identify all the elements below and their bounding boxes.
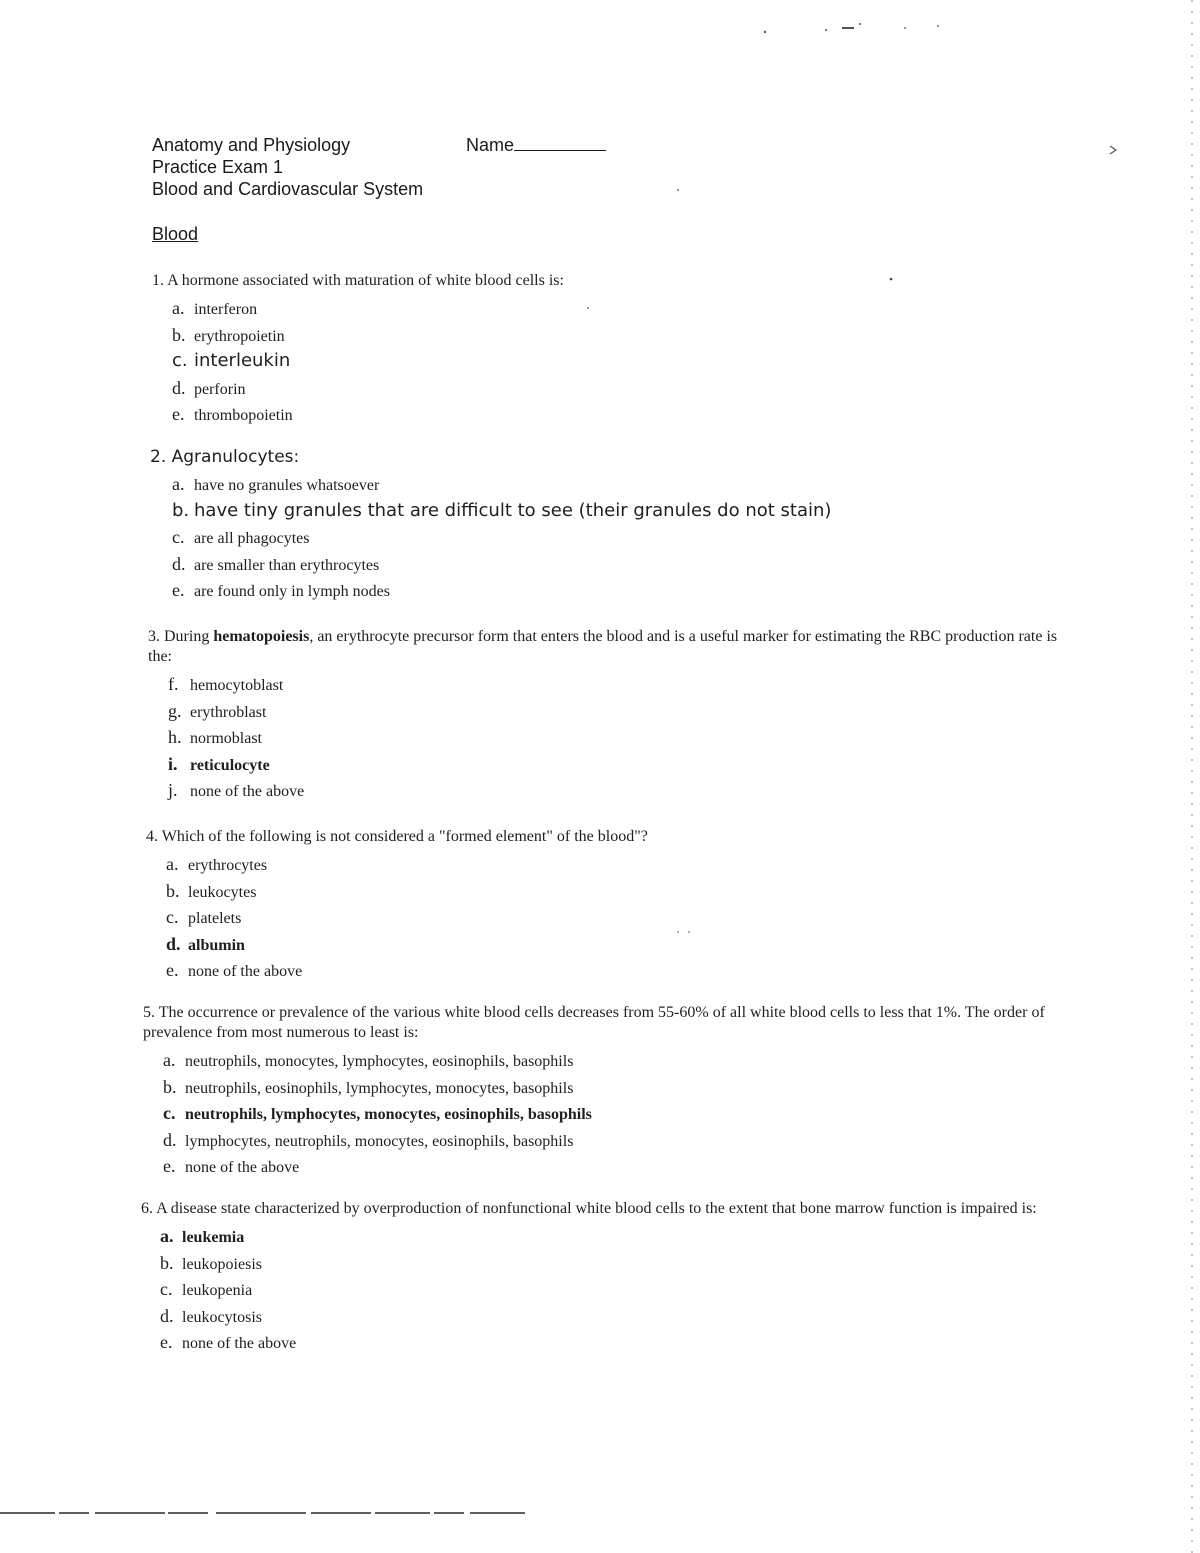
option-e: e. thrombopoietin xyxy=(172,404,293,424)
option-d: d. are smaller than erythrocytes xyxy=(172,553,380,574)
option-i: i. reticulocyte xyxy=(168,753,270,774)
option-d: d. albumin xyxy=(166,933,245,954)
option-d: d. perforin xyxy=(172,377,246,398)
question-4 xyxy=(146,827,1046,984)
scan-edge-noise xyxy=(1188,0,1196,1553)
name-blank-line[interactable] xyxy=(514,134,606,151)
option-h: h. normoblast xyxy=(168,727,262,747)
question-2 xyxy=(150,447,1050,604)
question-6 xyxy=(141,1199,1061,1356)
option-d: d. leukocytosis xyxy=(160,1305,262,1326)
question-5 xyxy=(143,1003,1053,1180)
option-e: e. none of the above xyxy=(163,1156,300,1176)
option-c: c. leukopenia xyxy=(160,1279,253,1299)
option-list xyxy=(148,671,1058,804)
option-list xyxy=(146,851,1046,984)
option-e: e. none of the above xyxy=(160,1332,297,1352)
question-stem: 6. A disease state characterized by overproduction of nonfunctional white blood cells to the extent that bone marrow function is impaired is: xyxy=(141,1200,1037,1217)
name-field[interactable] xyxy=(466,134,606,156)
question-3 xyxy=(148,627,1058,804)
question-1 xyxy=(152,271,1032,428)
exam-title: Practice Exam 1 xyxy=(152,157,284,177)
option-a: a. have no granules whatsoever xyxy=(172,474,380,494)
option-a: a. neutrophils, monocytes, lymphocytes, eosinophils, basophils xyxy=(163,1050,574,1070)
question-stem: 1. A hormone associated with maturation of white blood cells is: xyxy=(152,272,564,289)
option-f: f. hemocytoblast xyxy=(168,674,284,694)
option-list xyxy=(150,471,1050,604)
term-hematopoiesis: hematopoiesis xyxy=(213,628,310,645)
option-c: c. are all phagocytes xyxy=(172,527,310,547)
option-list xyxy=(152,295,1032,428)
option-b: b. have tiny granules that are difficult to see (their granules do not stain) xyxy=(172,499,832,521)
option-b: b. erythropoietin xyxy=(172,324,285,345)
question-stem: 4. Which of the following is not considered a "formed element" of the blood"? xyxy=(146,828,648,845)
option-c: c. platelets xyxy=(166,907,242,927)
option-c: c. neutrophils, lymphocytes, monocytes, eosinophils, basophils xyxy=(163,1103,592,1123)
option-b: b. leukopoiesis xyxy=(160,1252,262,1273)
option-b: b. neutrophils, eosinophils, lymphocytes, monocytes, basophils xyxy=(163,1076,574,1097)
course-title: Anatomy and Physiology xyxy=(152,135,351,155)
question-stem: 5. The occurrence or prevalence of the various white blood cells decreases from 55-60% of all white blood cells to less that 1%. The order of prevalence from most numerous to least is: xyxy=(143,1004,1045,1041)
section-title: Blood xyxy=(152,224,199,244)
name-label: Name xyxy=(466,135,515,155)
option-a: a. leukemia xyxy=(160,1226,245,1246)
exam-header xyxy=(152,134,423,200)
question-stem: 2. Agranulocytes: xyxy=(150,447,300,467)
option-e: e. are found only in lymph nodes xyxy=(172,580,390,600)
option-c: c. interleukin xyxy=(172,350,291,371)
option-b: b. leukocytes xyxy=(166,880,257,901)
option-d: d. lymphocytes, neutrophils, monocytes, eosinophils, basophils xyxy=(163,1129,574,1150)
option-g: g. erythroblast xyxy=(168,700,267,721)
option-list xyxy=(141,1223,1061,1356)
option-a: a. erythrocytes xyxy=(166,854,268,874)
exam-topic: Blood and Cardiovascular System xyxy=(152,179,424,199)
option-list xyxy=(143,1047,1053,1180)
question-stem: 3. During hematopoiesis, an erythrocyte precursor form that enters the blood and is a useful marker for estimating the RBC production rate is the: xyxy=(148,628,1058,665)
scan-bottom-rule xyxy=(0,1512,525,1514)
option-j: j. none of the above xyxy=(168,780,305,800)
option-a: a. interferon xyxy=(172,298,258,318)
option-e: e. none of the above xyxy=(166,960,303,980)
